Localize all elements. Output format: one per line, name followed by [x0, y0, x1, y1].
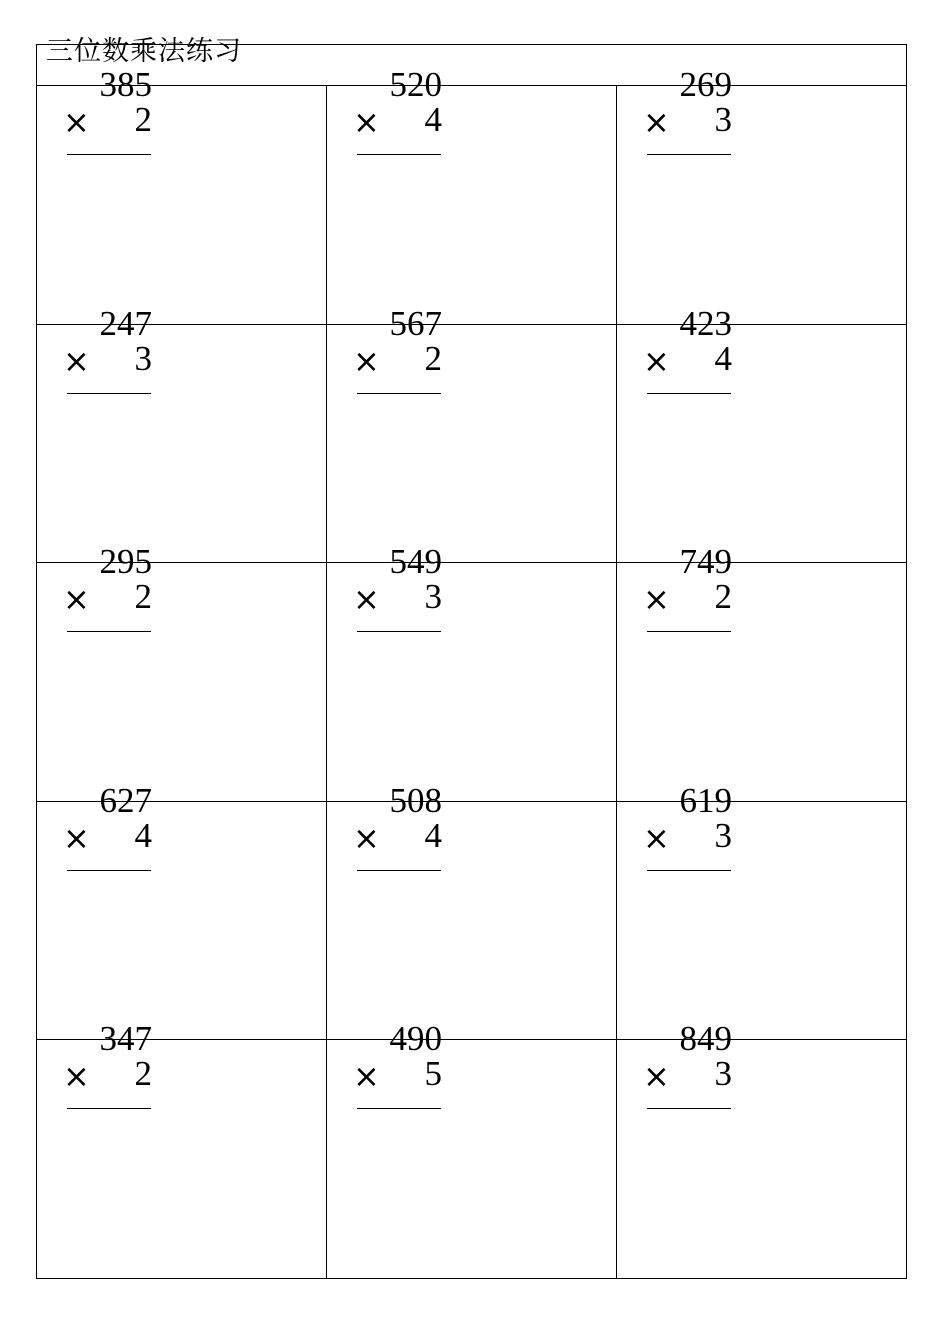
- multiplier: 3: [424, 577, 442, 617]
- times-sign: ×: [63, 1057, 90, 1096]
- times-sign: ×: [63, 341, 90, 380]
- worksheet-title: 三位数乘法练习: [46, 36, 242, 67]
- problem-cell: [327, 780, 617, 1041]
- times-sign: ×: [63, 103, 90, 141]
- multiplier: 2: [424, 338, 442, 378]
- problem-cell: [327, 65, 617, 325]
- answer-line: [357, 154, 441, 155]
- answer-line: [357, 393, 441, 394]
- multiplicand: 520: [389, 65, 442, 104]
- problem-grid: [37, 65, 906, 1279]
- multiplier: 4: [714, 338, 732, 378]
- answer-line: [357, 631, 441, 632]
- answer-line: [357, 870, 441, 871]
- times-sign: ×: [643, 341, 670, 380]
- problem-cell: [37, 65, 327, 325]
- multiplicand: 385: [99, 65, 152, 104]
- multiplicand: 490: [389, 1019, 442, 1059]
- answer-line: [647, 870, 731, 871]
- multiplicand: 549: [389, 542, 442, 582]
- times-sign: ×: [63, 818, 90, 857]
- multiplicand: 619: [679, 780, 732, 820]
- problem-cell: [327, 303, 617, 564]
- problem-cell: [327, 1019, 617, 1279]
- multiplier: 2: [134, 1054, 152, 1094]
- answer-line: [67, 631, 151, 632]
- multiplicand: 567: [389, 303, 442, 343]
- multiplier: 2: [134, 577, 152, 617]
- multiplier: 3: [714, 100, 732, 139]
- multiplicand: 627: [99, 780, 152, 820]
- multiplicand: 849: [679, 1019, 732, 1059]
- title-row: [37, 36, 906, 86]
- answer-line: [67, 1108, 151, 1109]
- multiplier: 2: [134, 100, 152, 139]
- problem-cell: [617, 65, 906, 325]
- multiplier: 4: [424, 100, 442, 139]
- times-sign: ×: [643, 103, 670, 141]
- answer-line: [357, 1108, 441, 1109]
- multiplier: 3: [134, 338, 152, 378]
- times-sign: ×: [353, 580, 380, 619]
- answer-line: [647, 1108, 731, 1109]
- problem-cell: [327, 542, 617, 802]
- times-sign: ×: [643, 580, 670, 619]
- answer-line: [67, 154, 151, 155]
- times-sign: ×: [63, 580, 90, 619]
- answer-line: [67, 870, 151, 871]
- problem-cell: [37, 303, 327, 564]
- times-sign: ×: [353, 818, 380, 857]
- answer-line: [67, 393, 151, 394]
- problem-cell: [37, 542, 327, 802]
- multiplicand: 423: [679, 303, 732, 343]
- multiplicand: 749: [679, 542, 732, 582]
- times-sign: ×: [643, 1057, 670, 1096]
- multiplicand: 508: [389, 780, 442, 820]
- problem-cell: [617, 542, 906, 802]
- multiplier: 4: [424, 815, 442, 855]
- times-sign: ×: [353, 103, 380, 141]
- multiplier: 3: [714, 1054, 732, 1094]
- multiplicand: 269: [679, 65, 732, 104]
- multiplier: 5: [424, 1054, 442, 1094]
- problem-cell: [617, 303, 906, 564]
- multiplicand: 347: [99, 1019, 152, 1059]
- multiplier: 4: [134, 815, 152, 855]
- times-sign: ×: [353, 1057, 380, 1096]
- answer-line: [647, 393, 731, 394]
- problem-cell: [617, 780, 906, 1041]
- problem-cell: [37, 780, 327, 1041]
- times-sign: ×: [643, 818, 670, 857]
- worksheet: [36, 36, 907, 1279]
- answer-line: [647, 154, 731, 155]
- answer-line: [647, 631, 731, 632]
- multiplier: 3: [714, 815, 732, 855]
- multiplicand: 247: [99, 303, 152, 343]
- problem-cell: [617, 1019, 906, 1279]
- multiplier: 2: [714, 577, 732, 617]
- multiplicand: 295: [99, 542, 152, 582]
- times-sign: ×: [353, 341, 380, 380]
- problem-cell: [37, 1019, 327, 1279]
